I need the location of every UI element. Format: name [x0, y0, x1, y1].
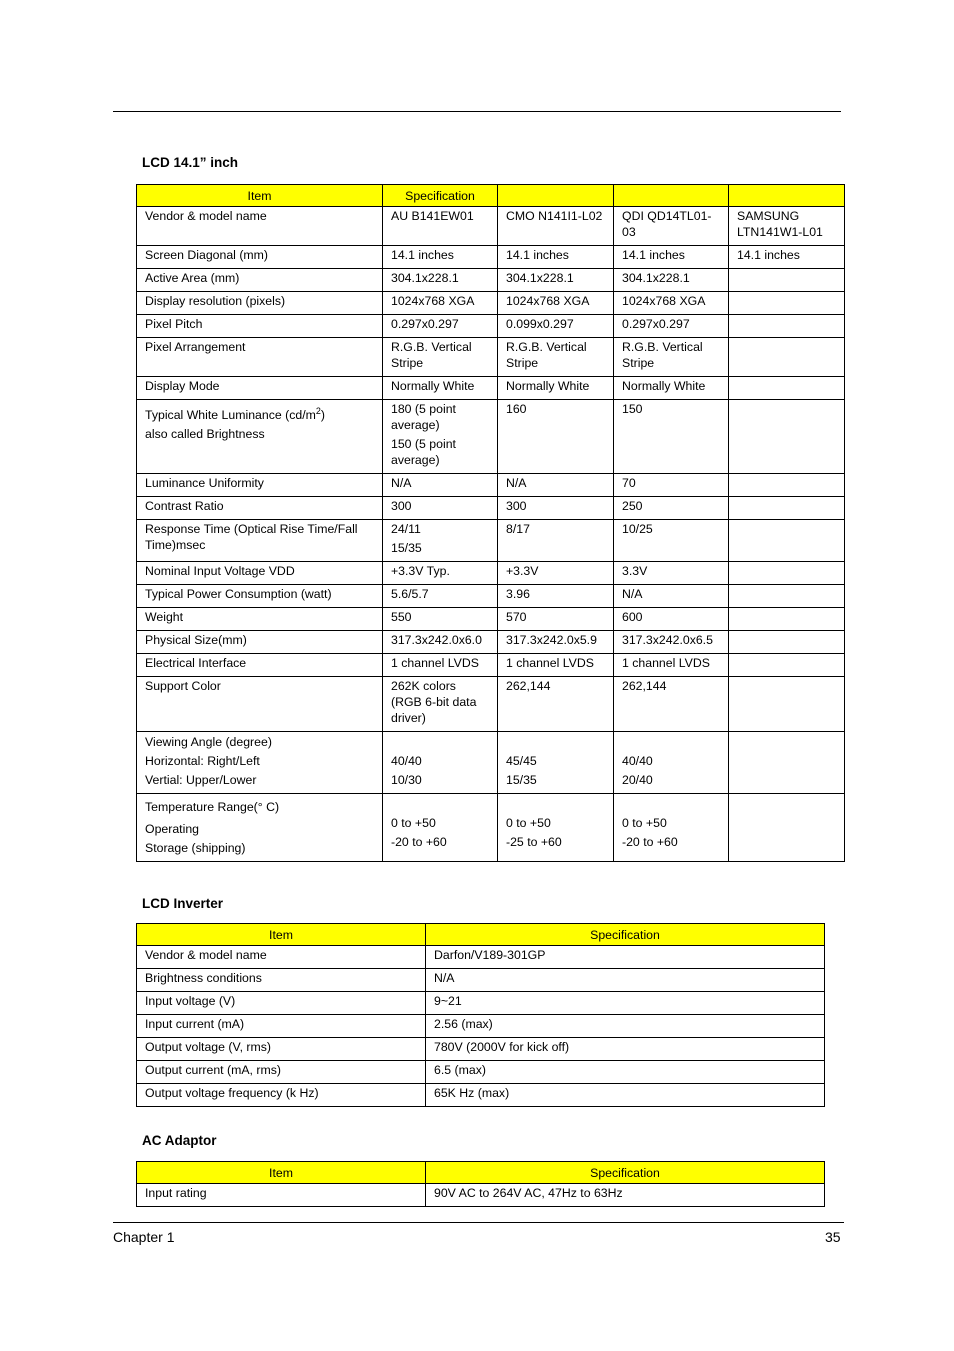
table-row	[137, 1015, 825, 1038]
row-item: Contrast Ratio	[137, 497, 383, 520]
row-value: 6.5 (max)	[426, 1061, 825, 1084]
row-value	[729, 269, 845, 292]
row-value: 0.297x0.297	[383, 315, 498, 338]
row-value: 300	[498, 497, 614, 520]
row-value: N/A	[426, 969, 825, 992]
row-value: 304.1x228.1	[498, 269, 614, 292]
row-value	[729, 400, 845, 474]
row-value: 65K Hz (max)	[426, 1084, 825, 1107]
row-value: 250	[614, 497, 729, 520]
row-value: 1024x768 XGA	[498, 292, 614, 315]
row-value: 8/17	[498, 520, 614, 562]
row-value	[383, 732, 498, 794]
row-item: Screen Diagonal (mm)	[137, 246, 383, 269]
table-row	[137, 969, 825, 992]
response-value-b: 15/35	[391, 541, 422, 555]
row-item: Output voltage (V, rms)	[137, 1038, 426, 1061]
row-value: 5.6/5.7	[383, 585, 498, 608]
table-row-temperature	[137, 794, 845, 862]
footer-page-number: 35	[825, 1229, 841, 1245]
temperature-value-storage: -20 to +60	[622, 835, 678, 849]
row-value: R.G.B. Vertical Stripe	[498, 338, 614, 377]
temperature-value-storage: -20 to +60	[391, 835, 447, 849]
row-value: +3.3V	[498, 562, 614, 585]
row-item: Output current (mA, rms)	[137, 1061, 426, 1084]
luminance-label-text: Typical White Luminance (cd/m	[145, 408, 316, 423]
footer-rule	[113, 1222, 844, 1223]
table-row	[137, 677, 845, 732]
row-value: 1024x768 XGA	[614, 292, 729, 315]
row-value: Normally White	[498, 377, 614, 400]
row-value	[729, 497, 845, 520]
row-value: CMO N141I1-L02	[498, 207, 614, 246]
section-title-lcd: LCD 14.1” inch	[142, 155, 239, 170]
row-value: 0.297x0.297	[614, 315, 729, 338]
table-row	[137, 585, 845, 608]
luminance-label-line2: also called Brightness	[145, 427, 265, 442]
row-value: 9~21	[426, 992, 825, 1015]
row-value	[383, 794, 498, 862]
row-value: AU B141EW01	[383, 207, 498, 246]
row-item: Weight	[137, 608, 383, 631]
table-row	[137, 377, 845, 400]
row-item: Electrical Interface	[137, 654, 383, 677]
row-item: Input current (mA)	[137, 1015, 426, 1038]
row-value: 14.1 inches	[729, 246, 845, 269]
adaptor-header-row	[137, 1162, 825, 1184]
row-value: 3.3V	[614, 562, 729, 585]
table-row	[137, 1184, 825, 1207]
row-item: Luminance Uniformity	[137, 474, 383, 497]
table-row	[137, 246, 845, 269]
row-value: +3.3V Typ.	[383, 562, 498, 585]
row-value: 1024x768 XGA	[383, 292, 498, 315]
row-value: 304.1x228.1	[614, 269, 729, 292]
header-cell-item: Item	[137, 185, 383, 207]
table-row	[137, 654, 845, 677]
row-value	[729, 677, 845, 732]
row-item: Display Mode	[137, 377, 383, 400]
section-title-adaptor: AC Adaptor	[142, 1133, 217, 1148]
row-value	[729, 608, 845, 631]
row-item	[137, 794, 383, 862]
table-row	[137, 1084, 825, 1107]
row-value: 2.56 (max)	[426, 1015, 825, 1038]
row-value: 262K colors (RGB 6-bit data driver)	[383, 677, 498, 732]
temperature-value-operating: 0 to +50	[391, 816, 436, 830]
row-value: QDI QD14TL01-03	[614, 207, 729, 246]
temperature-label-2: Operating	[145, 822, 200, 836]
row-value: N/A	[498, 474, 614, 497]
viewing-value-h: 40/40	[391, 754, 422, 768]
row-item: Response Time (Optical Rise Time/Fall Time)msec	[137, 520, 383, 562]
viewing-label-3: Vertial: Upper/Lower	[145, 773, 257, 787]
row-value: 10/25	[614, 520, 729, 562]
section-title-inverter: LCD Inverter	[142, 896, 224, 911]
row-value	[729, 520, 845, 562]
row-item: Output voltage frequency (k Hz)	[137, 1084, 426, 1107]
inverter-spec-table	[136, 923, 825, 1107]
row-value	[729, 474, 845, 497]
viewing-label-1: Viewing Angle (degree)	[145, 735, 272, 749]
row-value: 14.1 inches	[614, 246, 729, 269]
row-value	[383, 520, 498, 562]
header-cell-item: Item	[137, 924, 426, 946]
header-cell-blank	[614, 185, 729, 207]
row-value: Normally White	[614, 377, 729, 400]
row-item: Physical Size(mm)	[137, 631, 383, 654]
response-value-a: 24/11	[391, 522, 421, 536]
viewing-label-2: Horizontal: Right/Left	[145, 754, 260, 768]
row-value	[729, 631, 845, 654]
row-item: Typical Power Consumption (watt)	[137, 585, 383, 608]
row-value: 3.96	[498, 585, 614, 608]
table-row	[137, 946, 825, 969]
viewing-value-h: 45/45	[506, 754, 537, 768]
row-value: Normally White	[383, 377, 498, 400]
row-value: 262,144	[614, 677, 729, 732]
table-row	[137, 631, 845, 654]
footer-chapter: Chapter 1	[113, 1229, 175, 1245]
temperature-label-3: Storage (shipping)	[145, 841, 246, 855]
row-item: Active Area (mm)	[137, 269, 383, 292]
table-row	[137, 992, 825, 1015]
row-value: N/A	[383, 474, 498, 497]
lcd-spec-table	[136, 184, 845, 862]
row-value: 1 channel LVDS	[498, 654, 614, 677]
inverter-header-row	[137, 924, 825, 946]
table-row	[137, 608, 845, 631]
table-row	[137, 497, 845, 520]
header-cell-item: Item	[137, 1162, 426, 1184]
row-item: Display resolution (pixels)	[137, 292, 383, 315]
row-value: 1 channel LVDS	[383, 654, 498, 677]
row-value	[383, 400, 498, 474]
row-value	[729, 562, 845, 585]
luminance-value-a: 180 (5 point average)	[391, 402, 456, 432]
viewing-value-v: 20/40	[622, 773, 653, 787]
row-value	[729, 292, 845, 315]
table-row	[137, 269, 845, 292]
table-row	[137, 474, 845, 497]
row-value: 150	[614, 400, 729, 474]
row-item: Support Color	[137, 677, 383, 732]
row-value: Darfon/V189-301GP	[426, 946, 825, 969]
row-value	[729, 654, 845, 677]
row-value: 600	[614, 608, 729, 631]
table-row	[137, 338, 845, 377]
header-cell-spec: Specification	[383, 185, 498, 207]
row-value: R.G.B. Vertical Stripe	[614, 338, 729, 377]
row-value	[729, 732, 845, 794]
row-value: 90V AC to 264V AC, 47Hz to 63Hz	[426, 1184, 825, 1207]
temperature-value-storage: -25 to +60	[506, 835, 562, 849]
luminance-unit-sup: 2	[315, 406, 321, 416]
row-value: 550	[383, 608, 498, 631]
header-cell-blank	[729, 185, 845, 207]
temperature-value-operating: 0 to +50	[622, 816, 667, 830]
row-value: 0.099x0.297	[498, 315, 614, 338]
viewing-value-v: 15/35	[506, 773, 537, 787]
row-item: Pixel Pitch	[137, 315, 383, 338]
row-value: 304.1x228.1	[383, 269, 498, 292]
row-item	[137, 732, 383, 794]
table-row	[137, 315, 845, 338]
row-value: 780V (2000V for kick off)	[426, 1038, 825, 1061]
row-value	[729, 377, 845, 400]
row-value	[729, 585, 845, 608]
row-item: Nominal Input Voltage VDD	[137, 562, 383, 585]
row-value: 14.1 inches	[498, 246, 614, 269]
luminance-label-close: )	[320, 408, 325, 423]
row-value: SAMSUNG LTN141W1-L01	[729, 207, 845, 246]
table-row	[137, 1038, 825, 1061]
row-value: 300	[383, 497, 498, 520]
row-item: Input rating	[137, 1184, 426, 1207]
header-cell-spec: Specification	[426, 924, 825, 946]
row-value: N/A	[614, 585, 729, 608]
table-row	[137, 207, 845, 246]
adaptor-spec-table	[136, 1161, 825, 1207]
row-item: Pixel Arrangement	[137, 338, 383, 377]
temperature-label-1: Temperature Range(° C)	[145, 800, 280, 814]
row-item: Vendor & model name	[137, 946, 426, 969]
row-value: 70	[614, 474, 729, 497]
row-value	[498, 794, 614, 862]
row-value	[729, 315, 845, 338]
row-value	[614, 794, 729, 862]
temperature-value-operating: 0 to +50	[506, 816, 551, 830]
table-row-response	[137, 520, 845, 562]
row-value: 14.1 inches	[383, 246, 498, 269]
row-item: Vendor & model name	[137, 207, 383, 246]
table-row	[137, 562, 845, 585]
header-cell-spec: Specification	[426, 1162, 825, 1184]
row-item	[137, 400, 383, 474]
row-value: 317.3x242.0x6.0	[383, 631, 498, 654]
table-row-luminance	[137, 400, 845, 474]
row-value	[729, 794, 845, 862]
row-value: 262,144	[498, 677, 614, 732]
viewing-value-h: 40/40	[622, 754, 653, 768]
header-cell-blank	[498, 185, 614, 207]
viewing-value-v: 10/30	[391, 773, 422, 787]
table-row-viewing-angle	[137, 732, 845, 794]
row-item: Input voltage (V)	[137, 992, 426, 1015]
row-value: R.G.B. Vertical Stripe	[383, 338, 498, 377]
lcd-header-row	[137, 185, 845, 207]
table-row	[137, 1061, 825, 1084]
row-value: 317.3x242.0x5.9	[498, 631, 614, 654]
row-value: 160	[498, 400, 614, 474]
luminance-value-b: 150 (5 point average)	[391, 437, 456, 467]
row-item: Brightness conditions	[137, 969, 426, 992]
header-rule	[113, 111, 841, 112]
row-value	[614, 732, 729, 794]
row-value	[729, 338, 845, 377]
row-value	[498, 732, 614, 794]
row-value: 1 channel LVDS	[614, 654, 729, 677]
table-row	[137, 292, 845, 315]
row-value: 317.3x242.0x6.5	[614, 631, 729, 654]
row-value: 570	[498, 608, 614, 631]
luminance-label	[145, 403, 374, 423]
